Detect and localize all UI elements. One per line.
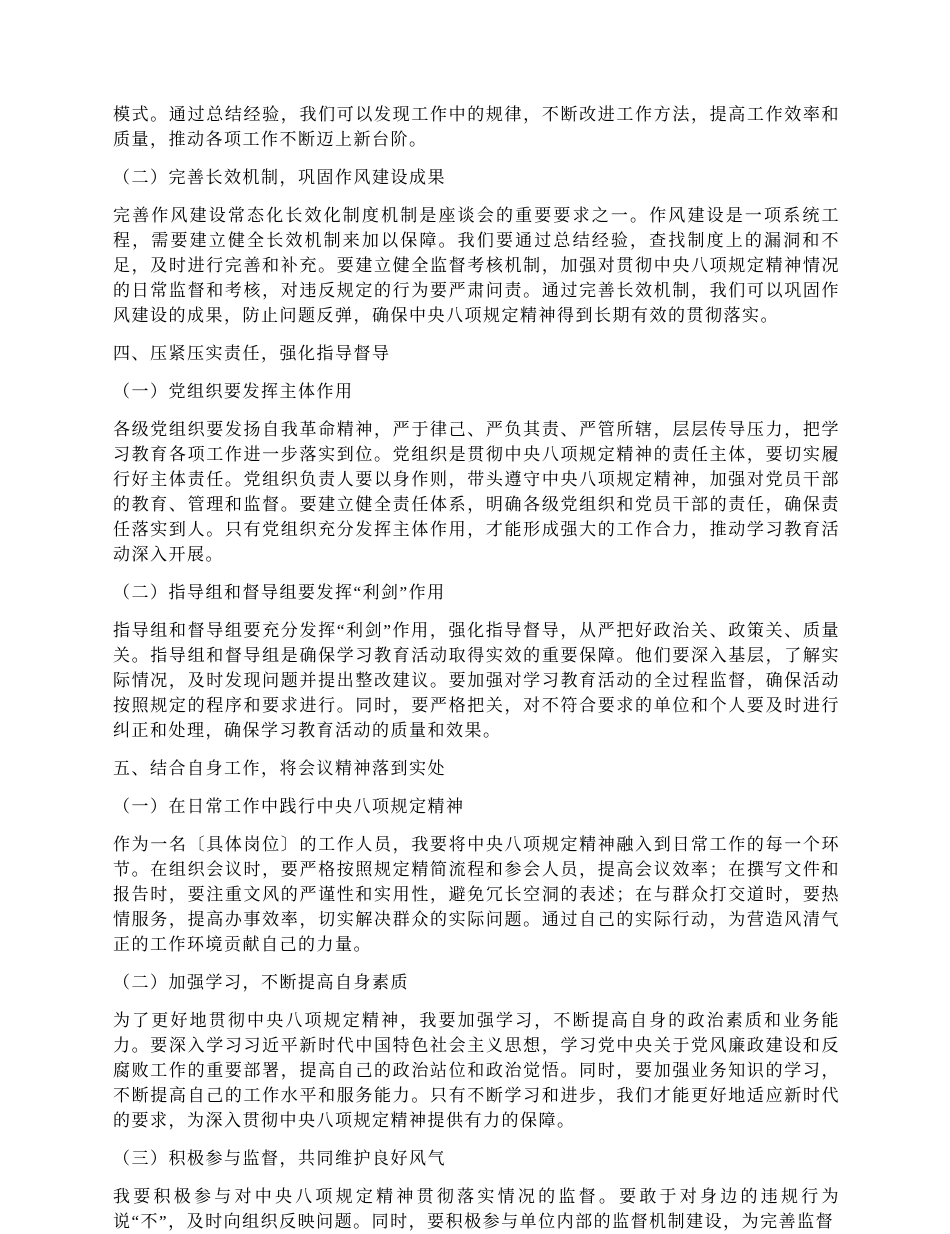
body-paragraph: 各级党组织要发扬自我革命精神，严于律己、严负其责、严管所辖，层层传导压力，把学习教育各项工作进一步落实到位。党组织是贯彻中央八项规定精神的责任主体，要切实履行好主体责任。党组织负责人要以身作则，带头遵守中央八项规定精神，加强对党员干部的教育、管理和监督。要建立健全责任体系，明确各级党组织和党员干部的责任，确保责任落实到人。只有党组织充分发挥主体作用，才能形成强大的工作合力，推动学习教育活动深入开展。 bbox=[113, 420, 840, 564]
body-paragraph: 我要积极参与对中央八项规定精神贯彻落实情况的监督。要敢于对身边的违规行为说“不”，及时向组织反映问题。同时，要积极参与单位内部的监督机制建设，为完善监督 bbox=[113, 1187, 840, 1231]
body-paragraph: 模式。通过总结经验，我们可以发现工作中的规律，不断改进工作方法，提高工作效率和质量，推动各项工作不断迈上新台阶。 bbox=[113, 105, 840, 149]
section-heading: （一）在日常工作中践行中央八项规定精神 bbox=[113, 797, 465, 816]
section-heading: 五、结合自身工作，将会议精神落到实处 bbox=[113, 759, 446, 778]
section-heading: （三）积极参与监督，共同维护良好风气 bbox=[113, 1149, 446, 1168]
section-heading: 四、压紧压实责任，强化指导督导 bbox=[113, 344, 391, 363]
body-paragraph: 为了更好地贯彻中央八项规定精神，我要加强学习，不断提高自身的政治素质和业务能力。要深入学习习近平新时代中国特色社会主义思想，学习党中央关于党风廉政建设和反腐败工作的重要部署，提高自己的政治站位和政治觉悟。同时，要加强业务知识的学习，不断提高自己的工作水平和服务能力。只有不断学习和进步，我们才能更好地适应新时代的要求，为深入贯彻中央八项规定精神提供有力的保障。 bbox=[113, 1011, 840, 1130]
body-paragraph: 指导组和督导组要充分发挥“利剑”作用，强化指导督导，从严把好政治关、政策关、质量关。指导组和督导组是确保学习教育活动取得实效的重要保障。他们要深入基层，了解实际情况，及时发现问题并提出整改建议。要加强对学习教育活动的全过程监督，确保活动按照规定的程序和要求进行。同时，要严格把关，对不符合要求的单位和个人要及时进行纠正和处理，确保学习教育活动的质量和效果。 bbox=[113, 621, 840, 740]
section-heading: （二）指导组和督导组要发挥“利剑”作用 bbox=[113, 583, 446, 602]
document-content bbox=[113, 102, 840, 1234]
body-paragraph: 完善作风建设常态化长效化制度机制是座谈会的重要要求之一。作风建设是一项系统工程，需要建立健全长效机制来加以保障。我们要通过总结经验，查找制度上的漏洞和不足，及时进行完善和补充。要建立健全监督考核机制，加强对贯彻中央八项规定精神情况的日常监督和考核，对违反规定的行为要严肃问责。通过完善长效机制，我们可以巩固作风建设的成果，防止问题反弹，确保中央八项规定精神得到长期有效的贯彻落实。 bbox=[113, 206, 840, 325]
section-heading: （一）党组织要发挥主体作用 bbox=[113, 382, 354, 401]
section-heading: （二）完善长效机制，巩固作风建设成果 bbox=[113, 168, 446, 187]
section-heading: （二）加强学习，不断提高自身素质 bbox=[113, 973, 409, 992]
body-paragraph: 作为一名〔具体岗位〕的工作人员，我要将中央八项规定精神融入到日常工作的每一个环节。在组织会议时，要严格按照规定精简流程和参会人员，提高会议效率；在撰写文件和报告时，要注重文风的严谨性和实用性，避免冗长空洞的表述；在与群众打交道时，要热情服务，提高办事效率，切实解决群众的实际问题。通过自己的实际行动，为营造风清气正的工作环境贡献自己的力量。 bbox=[113, 835, 840, 954]
